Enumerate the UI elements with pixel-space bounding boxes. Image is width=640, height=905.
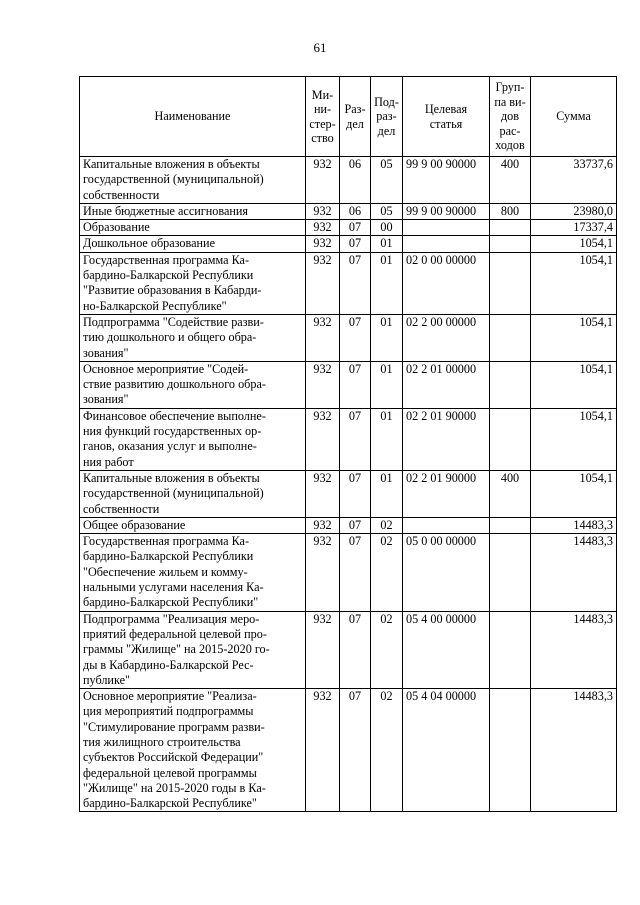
header-section-line: Раз- xyxy=(344,102,366,116)
cell-ministry: 932 xyxy=(306,689,340,812)
cell-name-line: субъектов Российской Федерации" xyxy=(83,750,264,765)
header-ministry-line: Ми- xyxy=(311,87,334,102)
cell-expense-group xyxy=(490,689,531,812)
cell-subsection: 01 xyxy=(371,361,403,408)
cell-amount: 1054,1 xyxy=(531,361,617,408)
cell-subsection: 01 xyxy=(371,470,403,517)
cell-section: 07 xyxy=(340,611,371,688)
cell-article: 02 2 01 90000 xyxy=(403,408,490,470)
cell-article: 02 0 00 00000 xyxy=(403,252,490,314)
cell-expense-group xyxy=(490,408,531,470)
cell-name-line: нальными услугами населения Ка- xyxy=(83,580,264,595)
cell-amount: 14483,3 xyxy=(531,534,617,611)
header-ministry-line: ство xyxy=(311,131,334,145)
cell-name-line: зования" xyxy=(83,392,129,407)
cell-name-line: Дошкольное образование xyxy=(83,236,215,251)
cell-ministry: 932 xyxy=(306,220,340,236)
cell-name-line: бардино-Балкарской Республики xyxy=(83,549,254,564)
table-row xyxy=(80,611,617,688)
cell-name-line: ды в Кабардино-Балкарской Рес- xyxy=(83,657,254,672)
cell-name xyxy=(80,236,306,252)
cell-section: 07 xyxy=(340,534,371,611)
cell-amount: 1054,1 xyxy=(531,252,617,314)
header-expense-group xyxy=(490,77,531,157)
cell-article: 02 2 00 00000 xyxy=(403,314,490,361)
table-row xyxy=(80,517,617,533)
cell-expense-group xyxy=(490,236,531,252)
cell-amount: 1054,1 xyxy=(531,236,617,252)
cell-name-line: Иные бюджетные ассигнования xyxy=(83,203,249,218)
cell-expense-group xyxy=(490,611,531,688)
header-amount: Сумма xyxy=(531,77,617,157)
cell-name xyxy=(80,220,306,236)
table-row xyxy=(80,314,617,361)
header-article-line: статья xyxy=(429,116,463,131)
page-number: 61 xyxy=(313,40,327,55)
cell-expense-group xyxy=(490,220,531,236)
cell-ministry: 932 xyxy=(306,361,340,408)
cell-expense-group xyxy=(490,517,531,533)
cell-article: 02 2 01 90000 xyxy=(403,470,490,517)
cell-name-line: "Обеспечение жильем и комму- xyxy=(83,564,248,579)
table-row xyxy=(80,157,617,204)
header-section-line: дел xyxy=(346,116,364,131)
cell-name-line: Общее образование xyxy=(83,517,186,532)
cell-name-line: публике" xyxy=(83,672,130,687)
table-row xyxy=(80,252,617,314)
cell-article: 05 4 04 00000 xyxy=(403,689,490,812)
cell-name xyxy=(80,408,306,470)
cell-name-line: федеральной целевой программы xyxy=(83,765,257,780)
header-subsection-line: раз- xyxy=(376,109,397,124)
cell-amount: 17337,4 xyxy=(531,220,617,236)
header-article-line: Целевая xyxy=(424,102,468,116)
cell-ministry: 932 xyxy=(306,408,340,470)
cell-name-line: ния функций государственных ор- xyxy=(83,424,262,439)
cell-amount: 1054,1 xyxy=(531,314,617,361)
table-row xyxy=(80,470,617,517)
cell-name-line: собственности xyxy=(83,187,160,202)
cell-name-line: зования" xyxy=(83,345,129,360)
cell-name-line: ния работ xyxy=(83,454,134,469)
cell-name-line: Основное мероприятие "Реализа- xyxy=(83,689,257,704)
cell-name-line: Финансовое обеспечение выполне- xyxy=(83,408,266,423)
header-name: Наименование xyxy=(80,77,306,157)
header-subsection xyxy=(371,77,403,157)
cell-article xyxy=(403,220,490,236)
cell-section: 07 xyxy=(340,252,371,314)
cell-name-line: бардино-Балкарской Республики xyxy=(83,268,254,283)
cell-name xyxy=(80,314,306,361)
cell-name xyxy=(80,157,306,204)
cell-name-line: ганов, оказания услуг и выполне- xyxy=(83,439,257,454)
cell-section: 07 xyxy=(340,517,371,533)
cell-expense-group xyxy=(490,361,531,408)
cell-name-line: "Стимулирование программ разви- xyxy=(83,719,265,734)
cell-name-line: Капитальные вложения в объекты xyxy=(83,470,260,485)
cell-ministry: 932 xyxy=(306,314,340,361)
cell-name xyxy=(80,689,306,812)
cell-name-line: тию дошкольного и общего обра- xyxy=(83,330,257,345)
cell-name-line: "Развитие образования в Кабарди- xyxy=(83,283,262,298)
cell-subsection: 01 xyxy=(371,252,403,314)
cell-name-line: собственности xyxy=(83,501,160,516)
cell-expense-group: 400 xyxy=(490,157,531,204)
table-row xyxy=(80,534,617,611)
cell-name xyxy=(80,361,306,408)
cell-name-line: граммы "Жилище" на 2015-2020 го- xyxy=(83,642,270,657)
cell-article xyxy=(403,236,490,252)
cell-article: 02 2 01 00000 xyxy=(403,361,490,408)
cell-name-line: "Жилище" на 2015-2020 годы в Ка- xyxy=(83,780,266,795)
cell-name-line: бардино-Балкарской Республики" xyxy=(83,595,259,610)
cell-subsection: 01 xyxy=(371,314,403,361)
header-expense-group-line: рас- xyxy=(499,123,521,138)
table-row xyxy=(80,408,617,470)
cell-article xyxy=(403,517,490,533)
table-row xyxy=(80,236,617,252)
cell-ministry: 932 xyxy=(306,203,340,219)
cell-subsection: 02 xyxy=(371,611,403,688)
cell-section: 06 xyxy=(340,203,371,219)
cell-name-line: Подпрограмма "Содействие разви- xyxy=(83,314,264,329)
cell-expense-group: 400 xyxy=(490,470,531,517)
cell-name-line: Государственная программа Ка- xyxy=(83,534,250,549)
cell-subsection: 02 xyxy=(371,689,403,812)
cell-ministry: 932 xyxy=(306,236,340,252)
cell-name-line: государственной (муниципальной) xyxy=(83,486,264,501)
cell-amount: 14483,3 xyxy=(531,611,617,688)
table-header-row xyxy=(80,77,617,157)
header-ministry xyxy=(306,77,340,157)
cell-section: 07 xyxy=(340,470,371,517)
cell-article: 99 9 00 90000 xyxy=(403,157,490,204)
cell-ministry: 932 xyxy=(306,517,340,533)
cell-subsection: 02 xyxy=(371,534,403,611)
header-expense-group-line: Груп- xyxy=(495,80,525,95)
header-ministry-line: стер- xyxy=(309,116,336,131)
cell-name-line: тия жилищного строительства xyxy=(83,734,241,749)
cell-name xyxy=(80,252,306,314)
cell-name xyxy=(80,611,306,688)
cell-amount: 33737,6 xyxy=(531,157,617,204)
table-row xyxy=(80,203,617,219)
table-row xyxy=(80,220,617,236)
cell-ministry: 932 xyxy=(306,534,340,611)
cell-name-line: Капитальные вложения в объекты xyxy=(83,157,260,171)
cell-name-line: Образование xyxy=(83,220,150,235)
table-row xyxy=(80,361,617,408)
cell-expense-group xyxy=(490,534,531,611)
header-article xyxy=(403,77,490,157)
cell-name-line: ция мероприятий подпрограммы xyxy=(83,704,254,719)
cell-subsection: 01 xyxy=(371,236,403,252)
cell-section: 07 xyxy=(340,236,371,252)
cell-name-line: бардино-Балкарской Республике" xyxy=(83,796,257,811)
cell-article: 05 0 00 00000 xyxy=(403,534,490,611)
cell-subsection: 05 xyxy=(371,203,403,219)
cell-name xyxy=(80,517,306,533)
cell-amount: 1054,1 xyxy=(531,408,617,470)
cell-expense-group xyxy=(490,252,531,314)
cell-subsection: 05 xyxy=(371,157,403,204)
cell-subsection: 01 xyxy=(371,408,403,470)
cell-name-line: Государственная программа Ка- xyxy=(83,252,250,267)
cell-subsection: 02 xyxy=(371,517,403,533)
cell-section: 07 xyxy=(340,314,371,361)
header-ministry-line: ни- xyxy=(313,102,332,116)
cell-subsection: 00 xyxy=(371,220,403,236)
cell-section: 06 xyxy=(340,157,371,204)
header-expense-group-line: ходов xyxy=(495,138,525,153)
cell-name-line: приятий федеральной целевой про- xyxy=(83,626,267,641)
header-expense-group-line: па ви- xyxy=(494,94,526,109)
cell-expense-group xyxy=(490,314,531,361)
cell-ministry: 932 xyxy=(306,611,340,688)
table-body xyxy=(80,157,617,812)
budget-table xyxy=(79,76,617,812)
header-expense-group-line: дов xyxy=(500,109,520,124)
cell-name-line: но-Балкарской Республике" xyxy=(83,298,227,313)
cell-section: 07 xyxy=(340,361,371,408)
cell-article: 05 4 00 00000 xyxy=(403,611,490,688)
cell-section: 07 xyxy=(340,220,371,236)
cell-name-line: ствие развитию дошкольного обра- xyxy=(83,377,266,392)
cell-name-line: Подпрограмма "Реализация меро- xyxy=(83,611,260,626)
cell-name xyxy=(80,203,306,219)
cell-amount: 14483,3 xyxy=(531,689,617,812)
table-row xyxy=(80,689,617,812)
cell-name-line: государственной (муниципальной) xyxy=(83,172,264,187)
cell-name xyxy=(80,470,306,517)
cell-name-line: Основное мероприятие "Содей- xyxy=(83,361,249,376)
cell-ministry: 932 xyxy=(306,252,340,314)
cell-section: 07 xyxy=(340,408,371,470)
cell-name xyxy=(80,534,306,611)
header-subsection-line: дел xyxy=(377,123,396,138)
cell-amount: 14483,3 xyxy=(531,517,617,533)
cell-ministry: 932 xyxy=(306,470,340,517)
cell-ministry: 932 xyxy=(306,157,340,204)
header-section xyxy=(340,77,371,157)
cell-expense-group: 800 xyxy=(490,203,531,219)
cell-amount: 1054,1 xyxy=(531,470,617,517)
cell-section: 07 xyxy=(340,689,371,812)
cell-article: 99 9 00 90000 xyxy=(403,203,490,219)
cell-amount: 23980,0 xyxy=(531,203,617,219)
header-subsection-line: Под- xyxy=(374,94,399,109)
